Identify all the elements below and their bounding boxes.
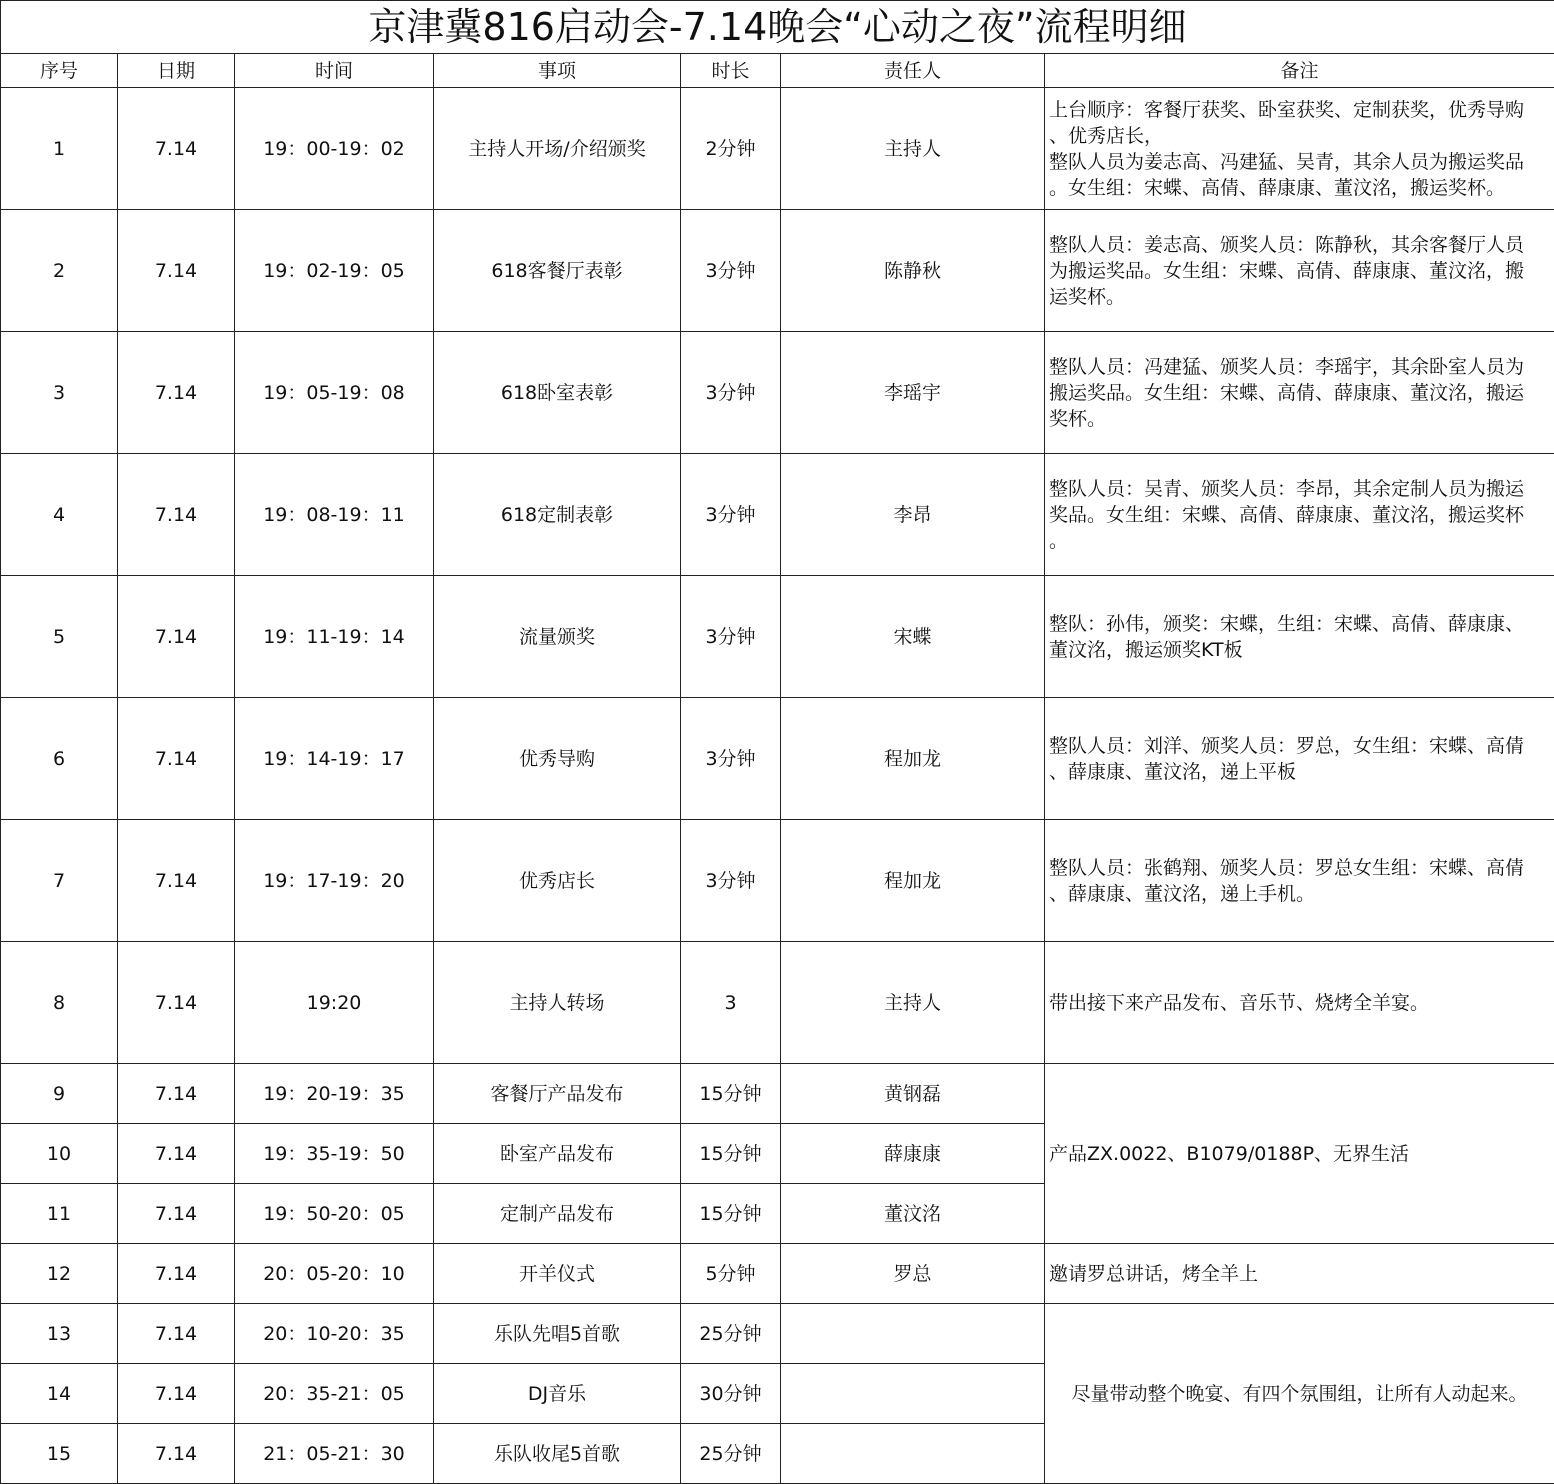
cell-date: 7.14	[118, 88, 235, 210]
table-row	[1, 698, 1554, 820]
table-row	[1, 332, 1554, 454]
cell-duration: 3分钟	[681, 454, 781, 576]
cell-seq: 6	[1, 698, 118, 820]
header-duration: 时长	[681, 54, 781, 88]
cell-note: 整队人员：刘洋、颁奖人员：罗总，女生组：宋蝶、高倩 、薛康康、董汶洺，递上平板	[1045, 698, 1554, 820]
title-row	[1, 1, 1554, 54]
cell-item: 618客餐厅表彰	[434, 210, 681, 332]
cell-date: 7.14	[118, 1304, 235, 1364]
cell-seq: 15	[1, 1424, 118, 1484]
cell-note: 整队人员：姜志高、颁奖人员：陈静秋，其余客餐厅人员 为搬运奖品。女生组：宋蝶、高倩、薛康康、董汶洺，搬 运奖杯。	[1045, 210, 1554, 332]
cell-item: 卧室产品发布	[434, 1124, 681, 1184]
cell-time: 19：00-19：02	[235, 88, 434, 210]
cell-item: 乐队收尾5首歌	[434, 1424, 681, 1484]
cell-duration: 3分钟	[681, 210, 781, 332]
cell-date: 7.14	[118, 210, 235, 332]
cell-note: 带出接下来产品发布、音乐节、烧烤全羊宴。	[1045, 942, 1554, 1064]
cell-time: 19：14-19：17	[235, 698, 434, 820]
cell-time: 19：02-19：05	[235, 210, 434, 332]
table-row	[1, 454, 1554, 576]
cell-seq: 11	[1, 1184, 118, 1244]
cell-owner: 程加龙	[781, 698, 1045, 820]
cell-date: 7.14	[118, 1184, 235, 1244]
cell-date: 7.14	[118, 576, 235, 698]
cell-seq: 13	[1, 1304, 118, 1364]
header-note: 备注	[1045, 54, 1554, 88]
cell-item: 优秀店长	[434, 820, 681, 942]
cell-owner: 主持人	[781, 88, 1045, 210]
cell-duration: 15分钟	[681, 1124, 781, 1184]
table-row	[1, 210, 1554, 332]
cell-seq: 10	[1, 1124, 118, 1184]
cell-owner	[781, 1304, 1045, 1364]
cell-date: 7.14	[118, 1364, 235, 1424]
cell-time: 19:20	[235, 942, 434, 1064]
cell-owner: 主持人	[781, 942, 1045, 1064]
table-row	[1, 1064, 1554, 1124]
cell-duration: 15分钟	[681, 1064, 781, 1124]
cell-time: 21：05-21：30	[235, 1424, 434, 1484]
cell-seq: 8	[1, 942, 118, 1064]
cell-note: 整队人员：吴青、颁奖人员：李昂，其余定制人员为搬运 奖品。女生组：宋蝶、高倩、薛康康、董汶洺，搬运奖杯 。	[1045, 454, 1554, 576]
cell-owner	[781, 1424, 1045, 1484]
cell-time: 20：10-20：35	[235, 1304, 434, 1364]
cell-time: 20：35-21：05	[235, 1364, 434, 1424]
cell-duration: 3分钟	[681, 332, 781, 454]
cell-time: 19：35-19：50	[235, 1124, 434, 1184]
cell-seq: 9	[1, 1064, 118, 1124]
cell-date: 7.14	[118, 454, 235, 576]
table-row	[1, 1244, 1554, 1304]
cell-time: 19：05-19：08	[235, 332, 434, 454]
cell-item: 618卧室表彰	[434, 332, 681, 454]
header-date: 日期	[118, 54, 235, 88]
cell-item: 主持人开场/介绍颁奖	[434, 88, 681, 210]
header-owner: 责任人	[781, 54, 1045, 88]
cell-duration: 25分钟	[681, 1304, 781, 1364]
cell-duration: 3	[681, 942, 781, 1064]
cell-item: 主持人转场	[434, 942, 681, 1064]
cell-time: 19：50-20：05	[235, 1184, 434, 1244]
cell-seq: 2	[1, 210, 118, 332]
cell-note: 整队人员：张鹤翔、颁奖人员：罗总女生组：宋蝶、高倩 、薛康康、董汶洺，递上手机。	[1045, 820, 1554, 942]
cell-note-merged-music: 尽量带动整个晚宴、有四个氛围组，让所有人动起来。	[1045, 1304, 1554, 1484]
table-row	[1, 942, 1554, 1064]
header-item: 事项	[434, 54, 681, 88]
cell-time: 19：08-19：11	[235, 454, 434, 576]
cell-item: 优秀导购	[434, 698, 681, 820]
sheet-title: 京津冀816启动会-7.14晚会“心动之夜”流程明细	[1, 1, 1554, 54]
cell-owner: 薛康康	[781, 1124, 1045, 1184]
cell-owner: 董汶洺	[781, 1184, 1045, 1244]
cell-owner: 陈静秋	[781, 210, 1045, 332]
header-row	[1, 54, 1554, 88]
cell-time: 19：17-19：20	[235, 820, 434, 942]
cell-seq: 7	[1, 820, 118, 942]
cell-note: 整队：孙伟，颁奖：宋蝶，生组：宋蝶、高倩、薛康康、 董汶洺，搬运颁奖KT板	[1045, 576, 1554, 698]
table-row	[1, 88, 1554, 210]
table-row	[1, 1304, 1554, 1364]
header-time: 时间	[235, 54, 434, 88]
cell-owner: 程加龙	[781, 820, 1045, 942]
cell-note-merged-products: 产品ZX.0022、B1079/0188P、无界生活	[1045, 1064, 1554, 1244]
cell-date: 7.14	[118, 1064, 235, 1124]
cell-item: 流量颁奖	[434, 576, 681, 698]
cell-note: 整队人员：冯建猛、颁奖人员：李瑶宇，其余卧室人员为 搬运奖品。女生组：宋蝶、高倩、薛康康、董汶洺，搬运 奖杯。	[1045, 332, 1554, 454]
cell-seq: 1	[1, 88, 118, 210]
cell-note: 上台顺序：客餐厅获奖、卧室获奖、定制获奖，优秀导购 、优秀店长， 整队人员为姜志高、冯建猛、吴青，其余人员为搬运奖品 。女生组：宋蝶、高倩、薛康康、董汶洺，搬运奖杯。	[1045, 88, 1554, 210]
cell-date: 7.14	[118, 820, 235, 942]
cell-owner: 李昂	[781, 454, 1045, 576]
cell-owner: 李瑶宇	[781, 332, 1045, 454]
cell-duration: 30分钟	[681, 1364, 781, 1424]
table-row	[1, 820, 1554, 942]
cell-time: 19：20-19：35	[235, 1064, 434, 1124]
cell-owner: 黄钢磊	[781, 1064, 1045, 1124]
cell-seq: 5	[1, 576, 118, 698]
cell-duration: 5分钟	[681, 1244, 781, 1304]
cell-item: DJ音乐	[434, 1364, 681, 1424]
cell-owner: 宋蝶	[781, 576, 1045, 698]
cell-date: 7.14	[118, 698, 235, 820]
cell-duration: 25分钟	[681, 1424, 781, 1484]
cell-item: 开羊仪式	[434, 1244, 681, 1304]
cell-note: 邀请罗总讲话，烤全羊上	[1045, 1244, 1554, 1304]
cell-seq: 12	[1, 1244, 118, 1304]
cell-owner	[781, 1364, 1045, 1424]
cell-duration: 3分钟	[681, 698, 781, 820]
cell-time: 19：11-19：14	[235, 576, 434, 698]
table-row	[1, 576, 1554, 698]
cell-date: 7.14	[118, 1424, 235, 1484]
cell-date: 7.14	[118, 1124, 235, 1184]
cell-item: 乐队先唱5首歌	[434, 1304, 681, 1364]
cell-duration: 15分钟	[681, 1184, 781, 1244]
cell-duration: 3分钟	[681, 820, 781, 942]
cell-seq: 14	[1, 1364, 118, 1424]
cell-duration: 2分钟	[681, 88, 781, 210]
cell-time: 20：05-20：10	[235, 1244, 434, 1304]
header-seq: 序号	[1, 54, 118, 88]
cell-item: 客餐厅产品发布	[434, 1064, 681, 1124]
cell-seq: 3	[1, 332, 118, 454]
cell-date: 7.14	[118, 332, 235, 454]
cell-duration: 3分钟	[681, 576, 781, 698]
cell-seq: 4	[1, 454, 118, 576]
cell-item: 618定制表彰	[434, 454, 681, 576]
cell-date: 7.14	[118, 942, 235, 1064]
cell-item: 定制产品发布	[434, 1184, 681, 1244]
cell-date: 7.14	[118, 1244, 235, 1304]
cell-owner: 罗总	[781, 1244, 1045, 1304]
